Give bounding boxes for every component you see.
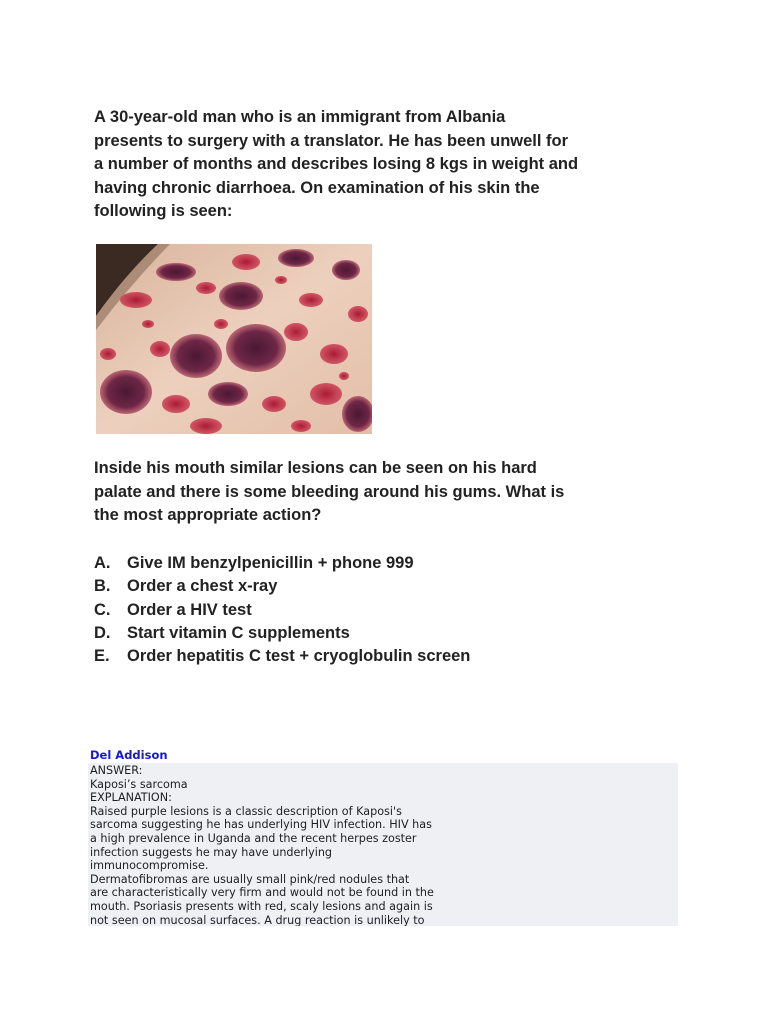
question-stem-continued [94,457,574,528]
stem-line: presents to surgery with a translator. He has been unwell for [94,131,569,150]
clinical-skin-photo [96,244,372,434]
option-letter: B. [94,577,111,596]
question-stem [94,106,579,224]
option-text: Order a chest x-ray [127,577,278,596]
option-letter: A. [94,554,111,573]
answer-explanation-box [88,763,678,926]
explanation-line: infection suggests he may have underlying [90,845,333,859]
option-text: Order a HIV test [127,600,252,619]
explanation-line: Raised purple lesions is a classic description of Kaposi's [90,804,402,818]
option-letter: E. [94,647,110,666]
stem-line: palate and there is some bleeding around his gums. What is [94,482,565,501]
answer-diagnosis: Kaposi’s sarcoma [90,777,188,791]
explanation-line: a high prevalence in Uganda and the recent herpes zoster [90,831,417,845]
explanation-line: not seen on mucosal surfaces. A drug reaction is unlikely to [90,913,425,926]
answer-options [94,552,470,668]
answer-heading: ANSWER: [90,764,143,777]
skin-lesions-image [96,244,372,434]
explanation-heading: EXPLANATION: [90,791,172,805]
option-a [94,552,470,575]
option-c [94,599,470,622]
option-text: Give IM benzylpenicillin + phone 999 [127,554,414,573]
stem-line: A 30-year-old man who is an immigrant from Albania [94,108,506,126]
option-text: Start vitamin C supplements [127,624,350,643]
stem-line: having chronic diarrhoea. On examination of his skin the [94,178,540,197]
stem-line: the most appropriate action? [94,506,322,524]
option-d [94,622,470,645]
option-e [94,645,470,668]
explanation-line: Dermatofibromas are usually small pink/red nodules that [90,872,410,886]
explanation-line: immunocompromise. [90,859,209,873]
answer-text [90,764,434,926]
option-letter: D. [94,624,111,643]
option-text: Order hepatitis C test + cryoglobulin screen [127,647,471,666]
option-letter: C. [94,600,111,619]
stem-line: a number of months and describes losing 8 kgs in weight and [94,155,579,173]
stem-line: following is seen: [94,202,233,220]
explanation-line: sarcoma suggesting he has underlying HIV infection. HIV has [90,818,432,832]
author-name-link[interactable]: Del Addison [90,748,168,762]
explanation-line: mouth. Psoriasis presents with red, scaly lesions and again is [90,899,433,913]
explanation-line: are characteristically very firm and would not be found in the [90,886,434,900]
stem-line: Inside his mouth similar lesions can be seen on his hard [94,459,537,477]
option-b [94,575,470,598]
